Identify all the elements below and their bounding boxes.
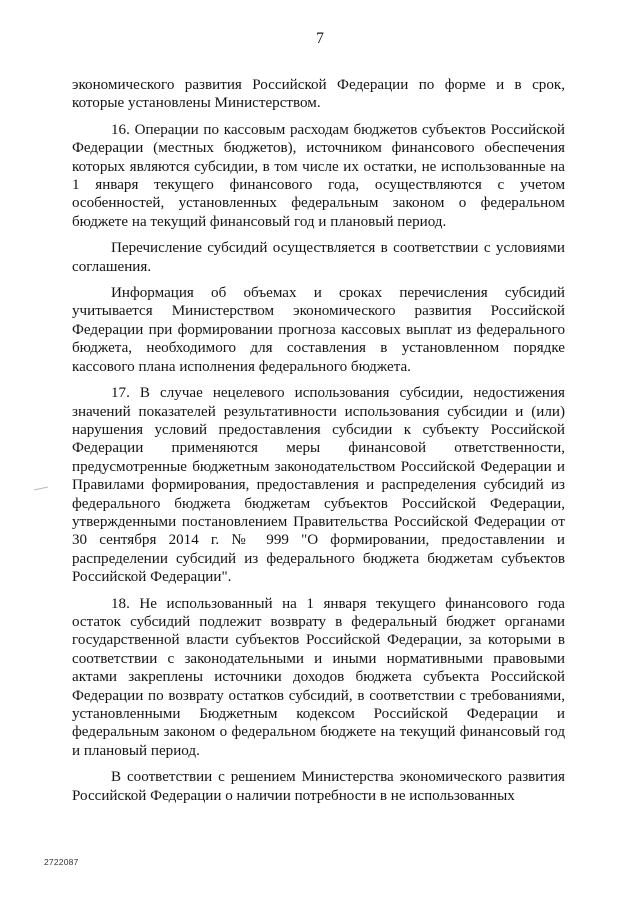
document-body bbox=[72, 76, 565, 813]
paragraph-transfer-of-subsidies: Перечисление субсидий осуществляется в соответствии с условиями соглашения. bbox=[72, 240, 565, 275]
paragraph-ministry-decision: В соответствии с решением Министерства экономического развития Российской Федерации о наличии потребности в не использованных bbox=[72, 769, 565, 804]
paragraph-clause-16: 16. Операции по кассовым расходам бюджетов субъектов Российской Федерации (местных бюджетов), источником финансового обеспечения которых являются субсидии, в том числе их остатки, не использованные на 1 января текущего финансового года, осуществляются с учетом особенностей, установленных федеральным законом о федеральном бюджете на текущий финансовый год и плановый период. bbox=[72, 121, 565, 230]
paragraph-transfer-information: Информация об объемах и сроках перечисления субсидий учитывается Министерством экономического развития Российской Федерации при формировании прогноза кассовых выплат из федерального бюджета, необходимого для составления в установленном порядке кассового плана исполнения федерального бюджета. bbox=[72, 285, 565, 375]
paragraph-clause-17: 17. В случае нецелевого использования субсидии, недостижения значений показателей результативности использования субсидии и (или) нарушения условий предоставления субсидии к субъекту Российской Федерации применяются меры финансовой ответственности, предусмотренные бюджетным законодательством Российской Федерации и Правилами формирования, предоставления и распределения субсидий из федерального бюджета бюджетам субъектов Российской Федерации, утвержденными постановлением Правительства Российской Федерации от 30 сентября 2014 г. № 999 "О формировании, предоставлении и распределении субсидий из федерального бюджета бюджетам субъектов Российской Федерации". bbox=[72, 385, 565, 586]
paragraph-continuation: экономического развития Российской Федерации по форме и в срок, которые установлены Министерством. bbox=[72, 77, 565, 112]
page-number: 7 bbox=[316, 30, 324, 47]
document-code: 2722087 bbox=[44, 857, 79, 867]
margin-mark bbox=[34, 487, 48, 491]
paragraph-clause-18: 18. Не использованный на 1 января текущего финансового года остаток субсидий подлежит возврату в федеральный бюджет органами государственной власти субъектов Российской Федерации, за которыми в соответствии с законодательными и иными нормативными правовыми актами закреплены источники доходов бюджета субъекта Российской Федерации по возврату остатков субсидий, в соответствии с требованиями, установленными Бюджетным кодексом Российской Федерации и федеральным законом о федеральном бюджете на текущий финансовый год и плановый период. bbox=[72, 595, 565, 759]
